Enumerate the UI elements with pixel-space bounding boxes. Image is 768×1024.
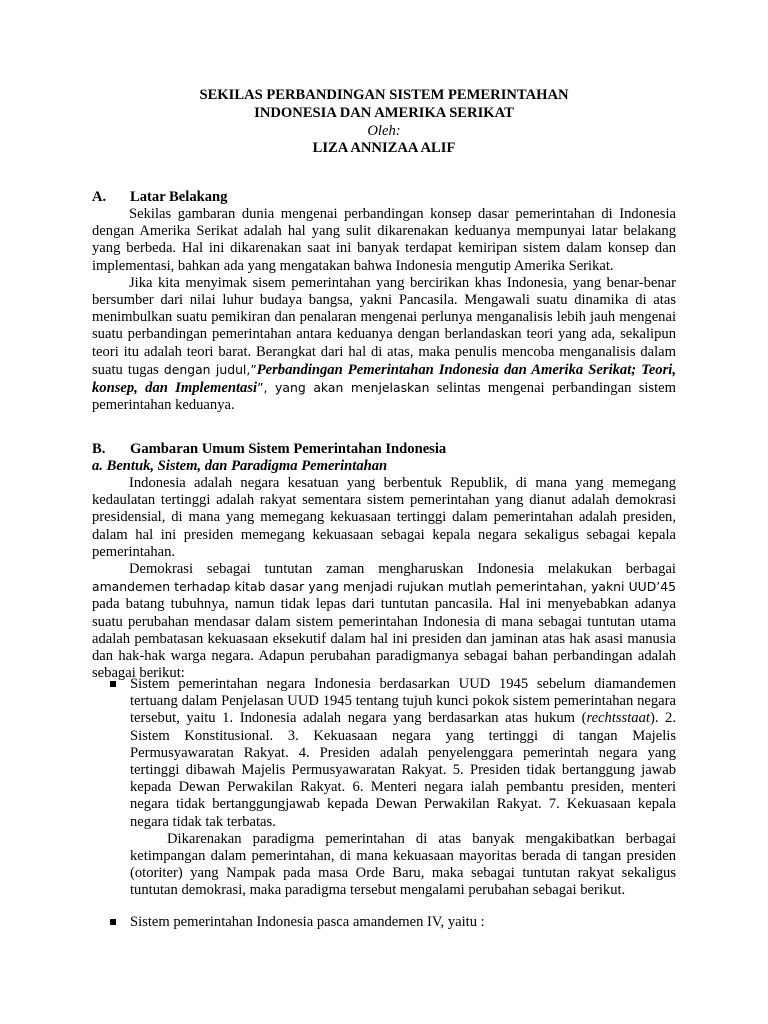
p2-sans-2: ”, yang akan menjelaskan [257, 380, 430, 396]
bullet-item-2 [130, 914, 676, 931]
section-b-subheading: a. Bentuk, Sistem, dan Paradigma Pemerintahan [92, 458, 388, 474]
bullet-1-continuation: Dikarenakan paradigma pemerintahan di atas banyak mengakibatkan berbagai ketimpangan dalam pemerintahan, di mana kekuasaan mayoritas berada di tangan presiden (otoriter) yang Nampak pada masa Orde Baru, maka sebagai tuntutan rakyat sekaligus tuntutan demokrasi, maka paradigma tersebut mengalami perubahan sebagai berikut. [130, 830, 676, 899]
section-b-paragraph-1: Indonesia adalah negara kesatuan yang berbentuk Republik, di mana yang memegang kedaulatan tertinggi adalah rakyat sementara sistem pemerintahan yang dianut adalah demokrasi presidensial, di mana yang memegang kekuasaan tertinggi dalam pemerintahan adalah presiden, dalam hal ini presiden memegang kekuasaan sebagai kepala negara sekaligus sebagai kepala pemerintahan. [92, 475, 676, 560]
bullet-1-start: Sistem pemerintahan negara Indonesia berdasarkan UUD 1945 sebelum diamandemen tertuang dalam Penjelasan UUD 1945 tentang tujuh kunci pokok sistem pemerintahan negara tersebut, yaitu 1. Indonesia adalah negara yang berdasarkan atas hukum ( [130, 676, 676, 727]
bullet-1-italic: rechtsstaat [586, 710, 650, 727]
section-b-title: Gambaran Umum Sistem Pemerintahan Indonesia [130, 441, 447, 457]
section-a-number: A. [92, 189, 107, 205]
p2-text-start: Jika kita menyimak sisem pemerintahan yang bercirikan khas Indonesia, yang benar-benar bersumber dari nilai luhur budaya bangsa, yakni Pancasila. Mengawali suatu dinamika di atas menimbulkan suatu pemikiran dan penalaran mengenai perlunya menganalisis lebih jauh mengenai suatu perbandingan pemerintahan antara keduanya dengan berlandaskan teori yang ada, sekalipun teori itu adalah teori barat. Berangkat dari hal di atas, maka penulis mencoba menganalisis dalam suatu tugas [92, 274, 676, 378]
title-by: Oleh: [367, 122, 401, 139]
section-b-body [92, 475, 676, 682]
section-b-number: B. [92, 441, 106, 457]
bullet-square-icon [110, 919, 116, 925]
section-a-paragraph-1: Sekilas gambaran dunia mengenai perbandingan konsep dasar pemerintahan di Indonesia dengan Amerika Serikat adalah hal yang sulit dikarenakan keduanya mempunyai latar belakang yang berbeda. Hal ini dikarenakan saat ini banyak terdapat kemiripan sistem dalam konsep dan implementasi, bahkan ada yang mengatakan bahwa Indonesia mengutip Amerika Serikat. [92, 206, 676, 274]
b-p2-sans: amandemen terhadap kitab dasar yang menjadi rujukan mutlah pemerintahan, yakni UUD’45 [92, 579, 676, 595]
bullet-1-text [130, 676, 676, 831]
document-title [0, 87, 768, 158]
p2-text-end: selintas mengenai perbandingan sistem pemerintahan keduanya. [92, 380, 676, 414]
bullet-square-icon [110, 681, 116, 687]
section-a-title: Latar Belakang [130, 189, 228, 205]
section-a-heading [92, 189, 227, 206]
section-b-heading [92, 441, 446, 458]
title-author: LIZA ANNIZAA ALIF [312, 140, 456, 157]
section-b-paragraph-2 [92, 561, 676, 682]
section-a-body [92, 206, 676, 414]
title-line-2: INDONESIA DAN AMERIKA SERIKAT [254, 104, 514, 121]
p2-italic-title: Perbandingan Pemerintahan Indonesia dan Amerika Serikat; Teori, konsep, dan Implementasi [92, 361, 676, 397]
b-p2-text-start: Demokrasi sebagai tuntutan zaman mengharuskan Indonesia melakukan berbagai [129, 561, 676, 578]
bullet-2-text: Sistem pemerintahan Indonesia pasca amandemen IV, yaitu : [130, 914, 485, 930]
p2-sans-1: dengan judul,” [163, 361, 257, 377]
b-p2-text-end: pada batang tubuhnya, namun tidak lepas dari tuntutan pancasila. Hal ini menyebabkan adanya suatu perubahan mendasar dalam sistem pemerintahan Indonesia di mana sebagai tuntutan utama adalah pembatasan kekuasaan eksekutif dalam hal ini presiden dan jaminan atas hak asasi manusia dan hak-hak warga negara. Adapun perubahan paradigmanya sebagai bahan perbandingan adalah sebagai berikut: [92, 596, 676, 682]
bullet-item-1 [130, 676, 676, 900]
title-line-1: SEKILAS PERBANDINGAN SISTEM PEMERINTAHAN [199, 87, 569, 103]
bullet-1-end: ). 2. Sistem Konstitusional. 3. Kekuasaan negara yang tertinggi di tangan Majelis Permusyawaratan Rakyat. 4. Presiden adalah penyelenggara pemerintah negara yang tertinggi dibawah Majelis Permusyawaratan Rakyat. 5. Presiden tidak bertanggung jawab kepada Dewan Perwakilan Rakyat. 6. Menteri negara ialah pembantu presiden, menteri negara tidak bertanggungjawab kepada Dewan Perwakilan Rakyat. 7. Kekuasaan kepala negara tidak tak terbatas. [130, 710, 676, 830]
section-a-paragraph-2 [92, 275, 676, 415]
